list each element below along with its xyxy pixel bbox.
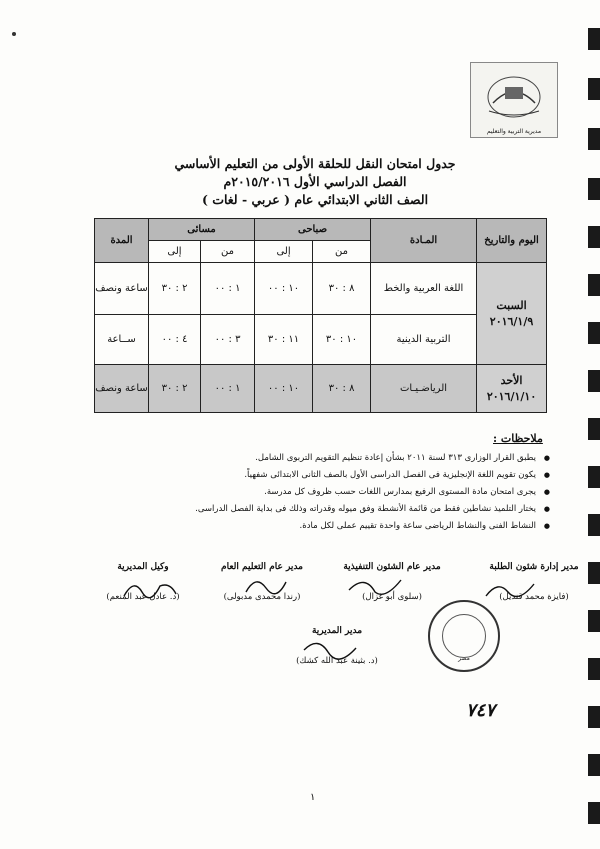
evening-to-cell: ٢ : ٣٠ [149,263,201,315]
duration-cell: ساعة ونصف [95,263,149,315]
signature-title: مدير المديرية [311,626,363,636]
day-date: ٢٠١٦/١/٩ [489,314,534,328]
evening-from-cell: ٣ : ٠٠ [201,315,255,365]
col-morning-to: إلى [255,241,313,263]
official-seal [428,600,500,672]
morning-to-cell: ١١ : ٣٠ [255,315,313,365]
doc-grade: الصف الثاني الابتدائي عام ( عربي - لغات ) [201,192,429,207]
day-cell [477,263,547,365]
col-evening-header: مسائى [149,219,255,241]
evening-to-cell: ٢ : ٣٠ [149,365,201,413]
signature-name: (د. بثينة عبد الله كشك) [296,656,378,666]
table-row [95,365,547,413]
page-number: ١ [310,792,316,803]
day-cell [477,365,547,413]
col-evening-from: من [201,241,255,263]
notes-list [170,450,550,535]
evening-from-cell: ١ : ٠٠ [201,365,255,413]
subject-cell: التربية الدينية [371,315,477,365]
directorate-logo [470,62,558,138]
signature-name: (د. عادل عبد المنعم) [106,592,180,602]
subject-cell: الرياضـيـات [371,365,477,413]
signature-scribble [120,574,180,604]
col-morning-header: صباحى [255,219,371,241]
col-day-header: اليوم والتاريخ [477,219,547,263]
signature-scribble [345,572,405,602]
seal-text: مصر [458,655,470,662]
binding-holes [586,0,600,849]
doc-title: جدول امتحان النقل للحلقة الأولى من التعليم الأساسي [174,156,456,171]
handwritten-number: ٧٤٧ [466,700,496,721]
doc-term: الفصل الدراسي الأول ٢٠١٥/٢٠١٦م [223,174,407,189]
morning-from-cell: ١٠ : ٣٠ [313,315,371,365]
col-evening-to: إلى [149,241,201,263]
subject-cell: اللغة العربية والخط [371,263,477,315]
signature-name: (رندا محمدى مدبولى) [223,592,301,602]
signature-title: وكيل المديرية [117,562,169,572]
signature-name: (سلوى أبو غزال) [362,592,422,602]
col-duration-header: المدة [95,219,149,263]
logo-caption: مديرية التربية والتعليم [486,128,542,135]
col-morning-from: من [313,241,371,263]
day-name: الأحد [500,373,523,387]
list-item: ● النشاط الفنى والنشاط الرياضى ساعة واحدة تقييم عملى لكل مادة. [170,518,550,535]
day-name: السبت [496,298,527,312]
signature-scribble [480,574,540,604]
table-row [95,263,547,315]
signature-name: (فايزة محمد قنديل) [499,592,569,602]
notes-heading: ملاحظات : [493,432,543,445]
evening-from-cell: ١ : ٠٠ [201,263,255,315]
duration-cell: ساعة ونصف [95,365,149,413]
signature-title: مدير عام الشئون التنفيذية [343,562,441,572]
day-date: ٢٠١٦/١/١٠ [486,389,537,403]
col-subject-header: المـادة [371,219,477,263]
morning-from-cell: ٨ : ٣٠ [313,263,371,315]
list-item: ● يختار التلميذ نشاطين فقط من قائمة الأنشطة وفق ميوله وقدراته وذلك فى بداية الفصل الدراسى. [170,501,550,518]
signature-title: مدير عام التعليم العام [221,562,303,572]
morning-to-cell: ١٠ : ٠٠ [255,365,313,413]
evening-to-cell: ٤ : ٠٠ [149,315,201,365]
exam-schedule-table [94,218,547,413]
duration-cell: ســاعة [95,315,149,365]
signature-title: مدير إدارة شئون الطلبة [489,562,579,572]
signature-scribble [300,634,360,664]
punch-mark [12,32,16,36]
signature-scribble [240,572,290,600]
morning-to-cell: ١٠ : ٠٠ [255,263,313,315]
seal-eagle-icon [442,614,486,658]
list-item: ● يطبق القرار الوزارى ٣١٣ لسنة ٢٠١١ بشأن إعادة تنظيم التقويم التربوى الشامل. [170,450,550,467]
morning-from-cell: ٨ : ٣٠ [313,365,371,413]
list-item: ● يجرى امتحان مادة المستوى الرفيع بمدارس اللغات حسب ظروف كل مدرسة. [170,484,550,501]
list-item: ● يكون تقويم اللغة الإنجليزية فى الفصل الدراسى الأول بالصف الثانى الابتدائى شفهياً. [170,467,550,484]
